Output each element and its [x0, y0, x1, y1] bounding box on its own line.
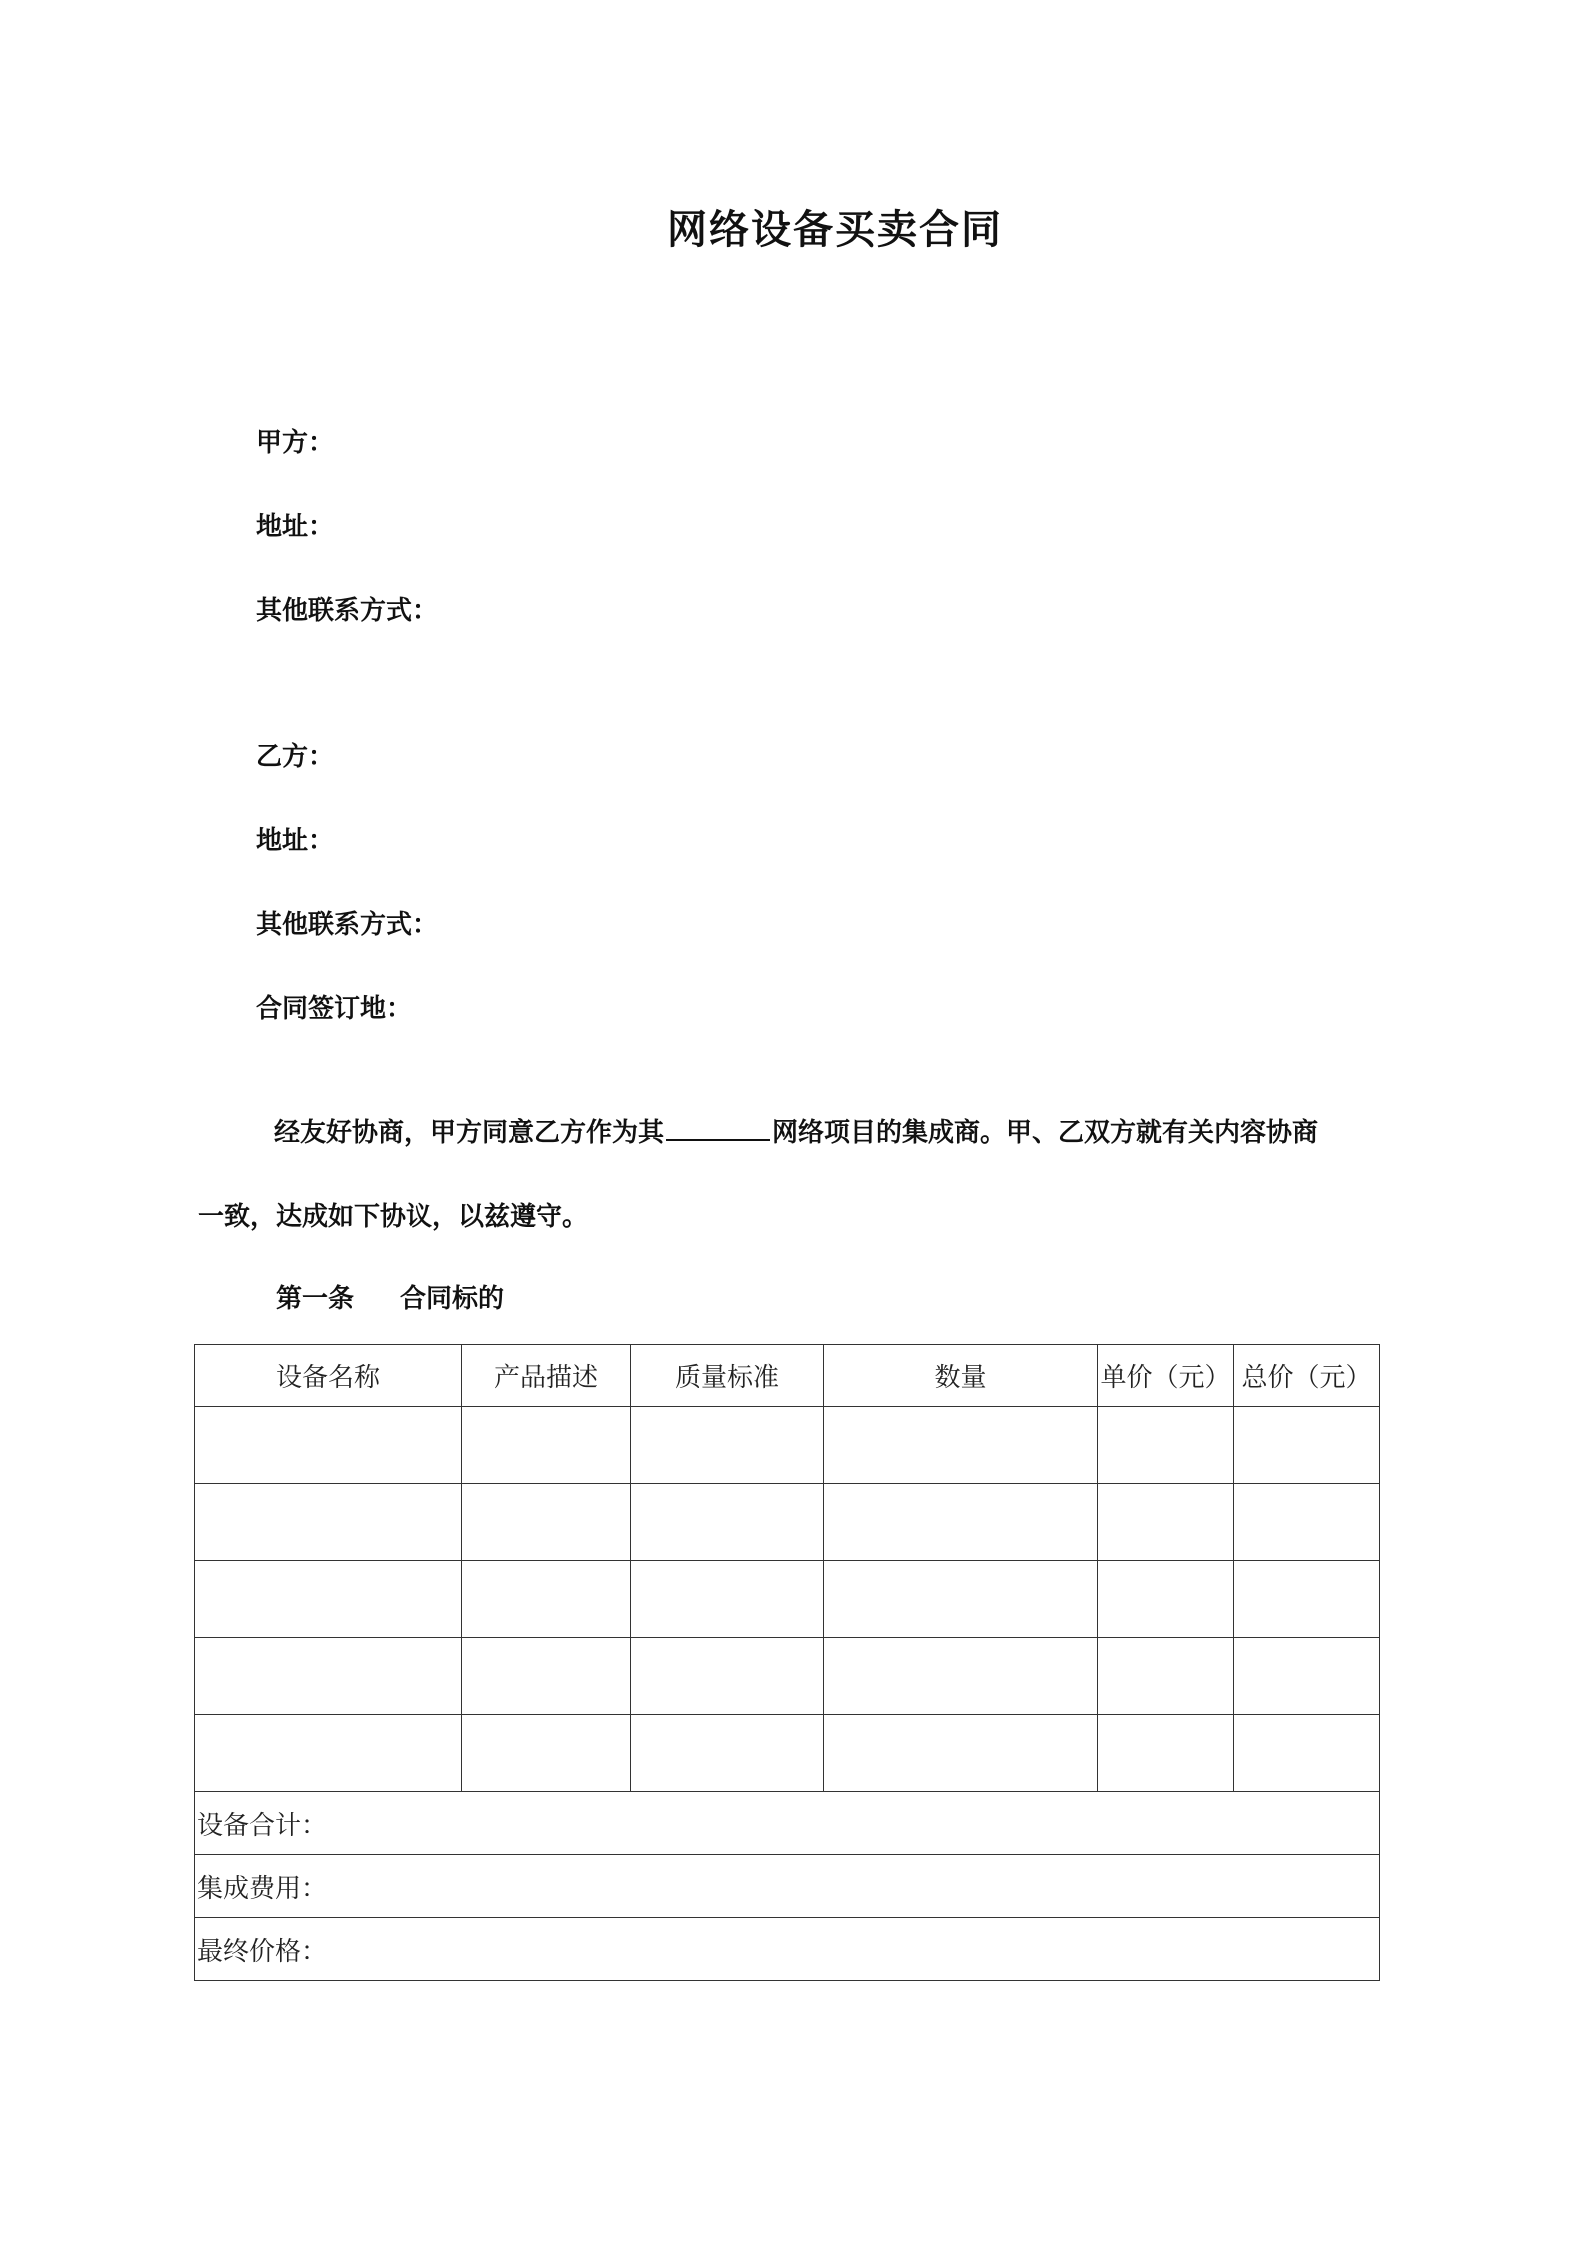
intro-line-2: 一致，达成如下协议，以兹遵守。 — [198, 1202, 589, 1232]
table-row — [195, 1407, 1380, 1484]
table-row — [195, 1638, 1380, 1715]
table-cell[interactable] — [631, 1407, 824, 1484]
table-cell[interactable] — [1234, 1407, 1380, 1484]
article-1-heading — [276, 1278, 504, 1315]
table-cell[interactable] — [1234, 1715, 1380, 1792]
article-1-number: 第一条 — [276, 1284, 355, 1314]
equipment-total-row — [195, 1792, 1380, 1855]
table-cell[interactable] — [1098, 1715, 1234, 1792]
table-cell[interactable] — [631, 1561, 824, 1638]
party-a-address-label: 地址： — [256, 512, 335, 542]
table-row — [195, 1715, 1380, 1792]
signing-place-label: 合同签订地： — [256, 994, 413, 1024]
final-price-row — [195, 1918, 1380, 1981]
table-cell[interactable] — [824, 1715, 1098, 1792]
table-cell[interactable] — [1234, 1561, 1380, 1638]
intro-line-1 — [274, 1112, 1318, 1149]
header-total-price: 总价（元） — [1234, 1345, 1380, 1407]
table-cell[interactable] — [195, 1484, 462, 1561]
header-unit-price: 单价（元） — [1098, 1345, 1234, 1407]
table-cell[interactable] — [462, 1407, 631, 1484]
header-device-name: 设备名称 — [195, 1345, 462, 1407]
table-header-row — [195, 1345, 1380, 1407]
table-cell[interactable] — [631, 1484, 824, 1561]
table-cell[interactable] — [462, 1561, 631, 1638]
header-quality-standard: 质量标准 — [631, 1345, 824, 1407]
table-cell[interactable] — [1098, 1484, 1234, 1561]
table-cell[interactable] — [824, 1638, 1098, 1715]
table-cell[interactable] — [1098, 1561, 1234, 1638]
integration-fee-row — [195, 1855, 1380, 1918]
party-b-contact-label: 其他联系方式： — [256, 910, 439, 940]
table-cell[interactable] — [462, 1715, 631, 1792]
document-title: 网络设备买卖合同 — [667, 207, 1003, 253]
equipment-total-label[interactable]: 设备合计： — [195, 1792, 1380, 1855]
table-cell[interactable] — [1098, 1407, 1234, 1484]
intro-text-after-blank: 网络项目的集成商。甲、乙双方就有关内容协商 — [772, 1118, 1319, 1148]
intro-text-before-blank: 经友好协商，甲方同意乙方作为其 — [274, 1118, 665, 1148]
table-cell[interactable] — [1098, 1638, 1234, 1715]
party-b-label: 乙方： — [256, 742, 335, 772]
party-b-address-label: 地址： — [256, 826, 335, 856]
table-cell[interactable] — [824, 1484, 1098, 1561]
table-row — [195, 1561, 1380, 1638]
final-price-label[interactable]: 最终价格： — [195, 1918, 1380, 1981]
table-cell[interactable] — [631, 1715, 824, 1792]
table-cell[interactable] — [824, 1561, 1098, 1638]
integration-fee-label[interactable]: 集成费用： — [195, 1855, 1380, 1918]
table-cell[interactable] — [1234, 1484, 1380, 1561]
header-product-description: 产品描述 — [462, 1345, 631, 1407]
table-cell[interactable] — [195, 1407, 462, 1484]
table-cell[interactable] — [462, 1638, 631, 1715]
table-cell[interactable] — [1234, 1638, 1380, 1715]
table-row — [195, 1484, 1380, 1561]
table-cell[interactable] — [195, 1715, 462, 1792]
table-cell[interactable] — [195, 1638, 462, 1715]
article-1-title: 合同标的 — [400, 1284, 505, 1314]
table-cell[interactable] — [824, 1407, 1098, 1484]
party-a-label: 甲方： — [256, 428, 335, 458]
equipment-table — [194, 1344, 1380, 1981]
header-quantity: 数量 — [824, 1345, 1098, 1407]
project-name-blank[interactable] — [666, 1117, 770, 1141]
party-a-contact-label: 其他联系方式： — [256, 596, 439, 626]
table-cell[interactable] — [631, 1638, 824, 1715]
table-cell[interactable] — [462, 1484, 631, 1561]
table-cell[interactable] — [195, 1561, 462, 1638]
